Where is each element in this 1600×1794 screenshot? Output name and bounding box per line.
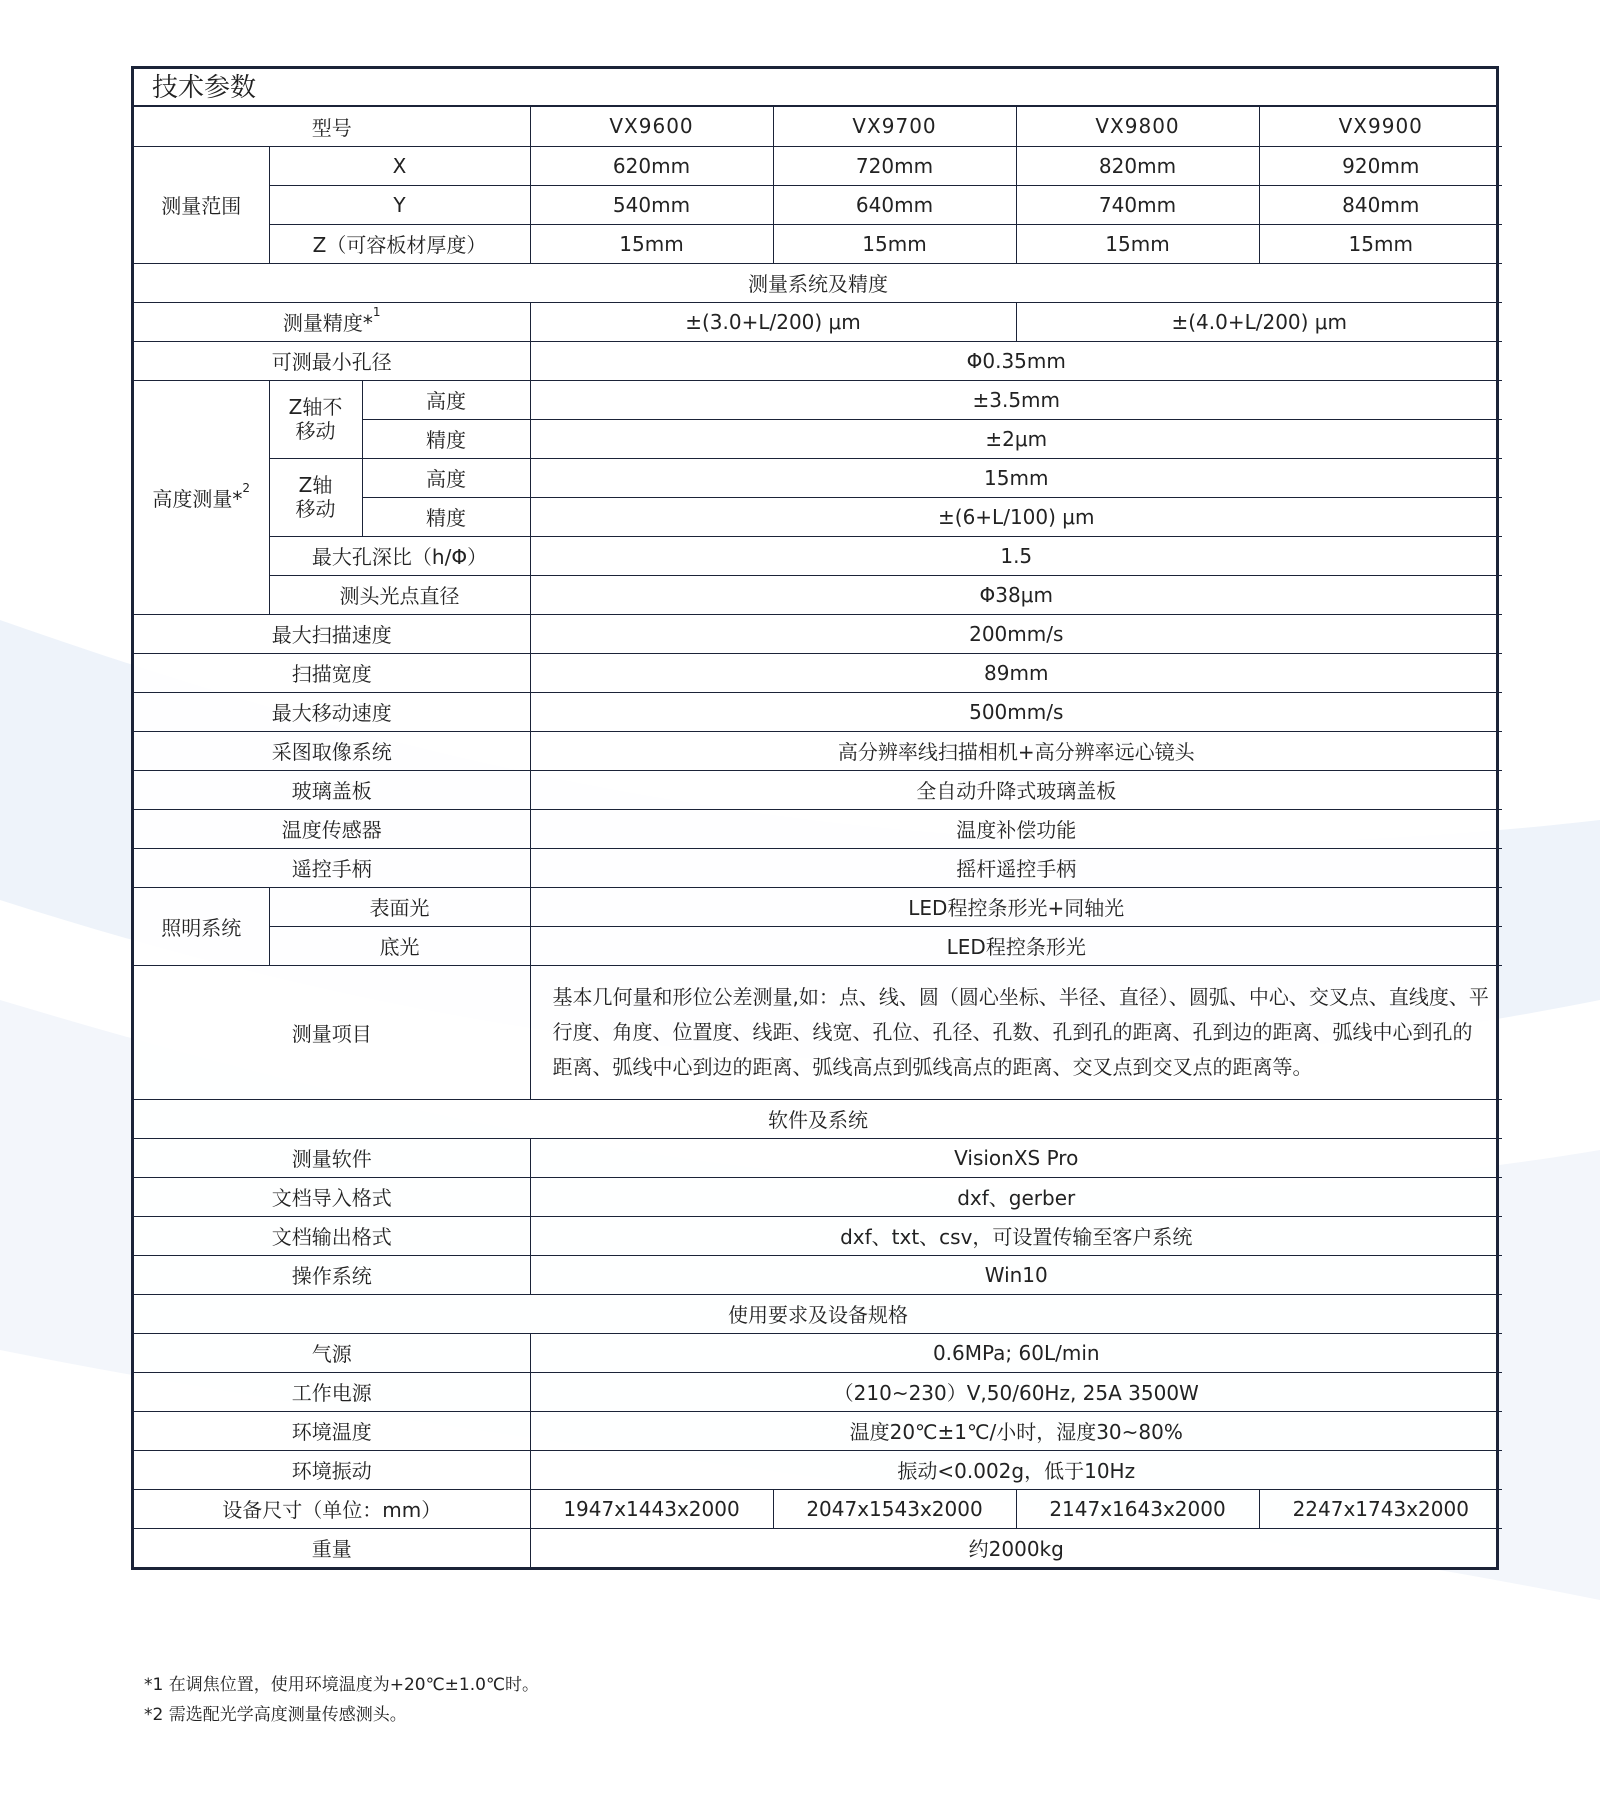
spec-value: 200mm/s bbox=[530, 614, 1502, 653]
spec-label: 文档导入格式 bbox=[134, 1177, 530, 1216]
range-y-value: 640mm bbox=[773, 185, 1016, 224]
table-row bbox=[134, 341, 1502, 380]
spec-label: 测量软件 bbox=[134, 1138, 530, 1177]
range-x-value: 820mm bbox=[1016, 146, 1259, 185]
table-row bbox=[134, 809, 1502, 848]
table-row bbox=[134, 1411, 1502, 1450]
spec-value: 0.6MPa; 60L/min bbox=[530, 1333, 1502, 1372]
z-moving-precision-label: 精度 bbox=[362, 497, 530, 536]
range-x-value: 920mm bbox=[1259, 146, 1502, 185]
z-fixed-precision-value: ±2μm bbox=[530, 419, 1502, 458]
z-fixed-label: Z轴不 移动 bbox=[269, 380, 362, 458]
spec-label: 环境温度 bbox=[134, 1411, 530, 1450]
spec-label: 最大移动速度 bbox=[134, 692, 530, 731]
range-x-value: 620mm bbox=[530, 146, 773, 185]
footnote-mark: 2 bbox=[242, 480, 251, 495]
range-z-value: 15mm bbox=[1016, 224, 1259, 263]
footnotes bbox=[144, 1670, 539, 1730]
size-value: 2247x1743x2000 bbox=[1259, 1489, 1502, 1528]
table-row bbox=[134, 1177, 1502, 1216]
height-label: 高度测量*$^2$ bbox=[134, 380, 269, 614]
z-fixed-height-label: 高度 bbox=[362, 380, 530, 419]
spec-value: 高分辨率线扫描相机+高分辨率远心镜头 bbox=[530, 731, 1502, 770]
spec-label: 扫描宽度 bbox=[134, 653, 530, 692]
table-row bbox=[134, 1333, 1502, 1372]
range-x-label: X bbox=[269, 146, 530, 185]
model-label: 型号 bbox=[134, 107, 530, 146]
spec-value: 温度20℃±1℃/小时，湿度30~80% bbox=[530, 1411, 1502, 1450]
spec-label: 操作系统 bbox=[134, 1255, 530, 1294]
spec-label: 采图取像系统 bbox=[134, 731, 530, 770]
spec-value: 摇杆遥控手柄 bbox=[530, 848, 1502, 887]
table-row bbox=[134, 302, 1502, 341]
range-y-label: Y bbox=[269, 185, 530, 224]
z-fixed-height-value: ±3.5mm bbox=[530, 380, 1502, 419]
lighting-surface-label: 表面光 bbox=[269, 887, 530, 926]
table-row bbox=[134, 575, 1502, 614]
spot-label: 测头光点直径 bbox=[269, 575, 530, 614]
footnote-mark: 1 bbox=[372, 305, 381, 319]
table-row bbox=[134, 263, 1502, 302]
table-row bbox=[134, 887, 1502, 926]
range-y-value: 740mm bbox=[1016, 185, 1259, 224]
table-row bbox=[134, 224, 1502, 263]
section-heading-accuracy: 测量系统及精度 bbox=[134, 263, 1502, 302]
table-row bbox=[134, 770, 1502, 809]
table-row bbox=[134, 848, 1502, 887]
model-name: VX9600 bbox=[530, 107, 773, 146]
z-moving-height-value: 15mm bbox=[530, 458, 1502, 497]
lighting-surface-value: LED程控条形光+同轴光 bbox=[530, 887, 1502, 926]
model-name: VX9900 bbox=[1259, 107, 1502, 146]
footnote-2: *2 需选配光学高度测量传感测头。 bbox=[144, 1705, 407, 1725]
table-row bbox=[134, 107, 1502, 146]
range-z-label: Z（可容板材厚度） bbox=[269, 224, 530, 263]
table-row bbox=[134, 965, 1502, 1099]
spec-table bbox=[134, 107, 1502, 1567]
spec-value: dxf、txt、csv，可设置传输至客户系统 bbox=[530, 1216, 1502, 1255]
range-y-value: 540mm bbox=[530, 185, 773, 224]
table-row bbox=[134, 185, 1502, 224]
table-row bbox=[134, 380, 1502, 419]
spec-label: 玻璃盖板 bbox=[134, 770, 530, 809]
spec-label: 工作电源 bbox=[134, 1372, 530, 1411]
range-x-value: 720mm bbox=[773, 146, 1016, 185]
precision-value: ±(4.0+L/200) μm bbox=[1016, 302, 1502, 341]
min-hole-label: 可测最小孔径 bbox=[134, 341, 530, 380]
model-name: VX9700 bbox=[773, 107, 1016, 146]
range-z-value: 15mm bbox=[773, 224, 1016, 263]
spec-label: 文档输出格式 bbox=[134, 1216, 530, 1255]
table-row bbox=[134, 926, 1502, 965]
table-row bbox=[134, 614, 1502, 653]
table-row bbox=[134, 1528, 1502, 1567]
spec-value: dxf、gerber bbox=[530, 1177, 1502, 1216]
table-row bbox=[134, 146, 1502, 185]
model-name: VX9800 bbox=[1016, 107, 1259, 146]
table-row bbox=[134, 1372, 1502, 1411]
range-label: 测量范围 bbox=[134, 146, 269, 263]
min-hole-value: Φ0.35mm bbox=[530, 341, 1502, 380]
table-row bbox=[134, 1099, 1502, 1138]
lighting-bottom-label: 底光 bbox=[269, 926, 530, 965]
weight-value: 约2000kg bbox=[530, 1528, 1502, 1567]
spot-value: Φ38μm bbox=[530, 575, 1502, 614]
z-moving-label: Z轴 移动 bbox=[269, 458, 362, 536]
table-row bbox=[134, 1216, 1502, 1255]
lighting-label: 照明系统 bbox=[134, 887, 269, 965]
spec-value: 全自动升降式玻璃盖板 bbox=[530, 770, 1502, 809]
items-text: 基本几何量和形位公差测量,如：点、线、圆（圆心坐标、半径、直径）、圆弧、中心、交叉点、直线度、平行度、角度、位置度、线距、线宽、孔位、孔径、孔数、孔到孔的距离、孔到边的距离、弧线中心到孔的距离、弧线中心到边的距离、弧线高点到弧线高点的距离、交叉点到交叉点的距离等。 bbox=[530, 965, 1502, 1099]
spec-value: 振动<0.002g，低于10Hz bbox=[530, 1450, 1502, 1489]
hole-ratio-value: 1.5 bbox=[530, 536, 1502, 575]
sheet-title: 技术参数 bbox=[134, 69, 1496, 107]
spec-value: （210~230）V,50/60Hz, 25A 3500W bbox=[530, 1372, 1502, 1411]
size-value: 1947x1443x2000 bbox=[530, 1489, 773, 1528]
range-z-value: 15mm bbox=[1259, 224, 1502, 263]
precision-label: 测量精度*$^1$ bbox=[134, 302, 530, 341]
section-heading-software: 软件及系统 bbox=[134, 1099, 1502, 1138]
table-row bbox=[134, 458, 1502, 497]
spec-label: 温度传感器 bbox=[134, 809, 530, 848]
weight-label: 重量 bbox=[134, 1528, 530, 1567]
table-row bbox=[134, 536, 1502, 575]
size-value: 2147x1643x2000 bbox=[1016, 1489, 1259, 1528]
spec-value: VisionXS Pro bbox=[530, 1138, 1502, 1177]
table-row bbox=[134, 1294, 1502, 1333]
spec-value: 温度补偿功能 bbox=[530, 809, 1502, 848]
z-moving-precision-value: ±(6+L/100) μm bbox=[530, 497, 1502, 536]
z-fixed-precision-label: 精度 bbox=[362, 419, 530, 458]
size-value: 2047x1543x2000 bbox=[773, 1489, 1016, 1528]
size-label: 设备尺寸（单位：mm） bbox=[134, 1489, 530, 1528]
table-row bbox=[134, 731, 1502, 770]
range-z-value: 15mm bbox=[530, 224, 773, 263]
hole-ratio-label: 最大孔深比（h/Φ） bbox=[269, 536, 530, 575]
table-row bbox=[134, 653, 1502, 692]
spec-value: 500mm/s bbox=[530, 692, 1502, 731]
table-row bbox=[134, 1255, 1502, 1294]
spec-sheet bbox=[131, 66, 1499, 1570]
spec-value: 89mm bbox=[530, 653, 1502, 692]
table-row bbox=[134, 1450, 1502, 1489]
section-heading-requirements: 使用要求及设备规格 bbox=[134, 1294, 1502, 1333]
spec-label: 气源 bbox=[134, 1333, 530, 1372]
spec-label: 最大扫描速度 bbox=[134, 614, 530, 653]
spec-label: 环境振动 bbox=[134, 1450, 530, 1489]
table-row bbox=[134, 1489, 1502, 1528]
lighting-bottom-value: LED程控条形光 bbox=[530, 926, 1502, 965]
items-label: 测量项目 bbox=[134, 965, 530, 1099]
table-row bbox=[134, 1138, 1502, 1177]
footnote-1: *1 在调焦位置，使用环境温度为+20℃±1.0℃时。 bbox=[144, 1675, 540, 1695]
spec-label: 遥控手柄 bbox=[134, 848, 530, 887]
z-moving-height-label: 高度 bbox=[362, 458, 530, 497]
spec-value: Win10 bbox=[530, 1255, 1502, 1294]
range-y-value: 840mm bbox=[1259, 185, 1502, 224]
precision-value: ±(3.0+L/200) μm bbox=[530, 302, 1016, 341]
table-row bbox=[134, 692, 1502, 731]
